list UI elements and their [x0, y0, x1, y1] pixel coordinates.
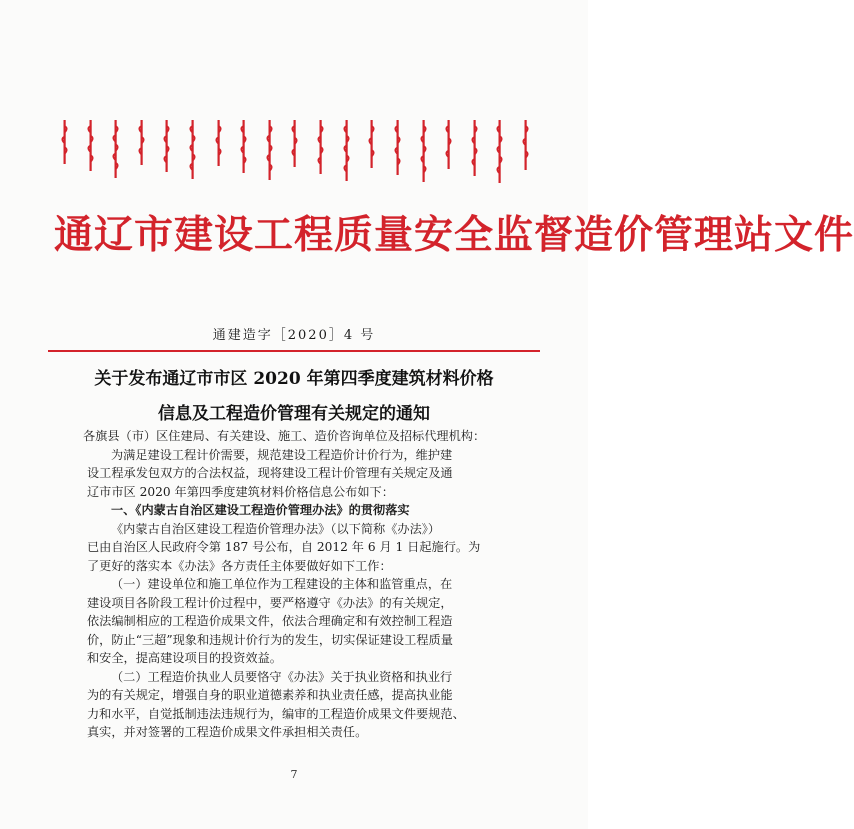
body-line: 了更好的落实本《办法》各方责任主体要做好如下工作： [87, 558, 392, 573]
agency-title: 通辽市建设工程质量安全监督造价管理站文件 [54, 212, 854, 258]
mongolian-glyph [60, 120, 69, 182]
mongolian-glyph [470, 120, 479, 182]
body-line: 依法编制相应的工程造价成果文件，依法合理确定和有效控制工程造 [87, 614, 453, 628]
mongolian-glyph [367, 120, 376, 182]
mongolian-glyph [265, 120, 274, 182]
body-line: 已由自治区人民政府令第 187 号公布，自 2012 年 6 月 1 日起施行。为 [87, 540, 481, 554]
mongolian-glyph [188, 120, 197, 182]
notice-title-line-2: 信息及工程造价管理有关规定的通知 [158, 404, 430, 424]
page-number: 7 [290, 768, 298, 781]
mongolian-glyph [137, 120, 146, 182]
body-line: 价，防止“三超”现象和违规计价行为的发生，切实保证建设工程质量 [87, 632, 453, 647]
body-line: 和安全，提高建设项目的投资效益。 [87, 651, 282, 665]
section-heading-1: 一、《内蒙古自治区建设工程造价管理办法》的贯彻落实 [111, 503, 410, 517]
mongolian-glyph [214, 120, 223, 182]
mongolian-glyph [316, 120, 325, 182]
red-separator-rule [48, 350, 540, 352]
notice-title-line-1: 关于发布通辽市市区 2020 年第四季度建筑材料价格 [94, 369, 494, 389]
body-line: 《内蒙古自治区建设工程造价管理办法》（以下简称《办法》） [111, 521, 441, 536]
mongolian-glyph [495, 120, 504, 182]
mongolian-glyph [521, 120, 530, 182]
mongolian-script-header [60, 120, 530, 188]
body-line: 为满足建设工程计价需要，规范建设工程造价计价行为，维护建 [111, 447, 453, 462]
body-line: 力和水平，自觉抵制违法违规行为，编审的工程造价成果文件要规范、 [87, 706, 465, 721]
mongolian-glyph [86, 120, 95, 182]
body-line: （二）工程造价执业人员要恪守《办法》关于执业资格和执业行 [111, 669, 453, 684]
mongolian-glyph [419, 120, 428, 182]
mongolian-glyph [111, 120, 120, 182]
body-line: 辽市市区 2020 年第四季度建筑材料价格信息公布如下： [87, 484, 394, 499]
body-line: 真实，并对签署的工程造价成果文件承担相关责任。 [87, 725, 368, 739]
document-number: 通建造字［2020］4 号 [212, 328, 376, 343]
body-line: 设工程承发包双方的合法权益，现将建设工程计价管理有关规定及通 [87, 466, 453, 480]
mongolian-glyph [342, 120, 351, 182]
addressee-line: 各旗县（市）区住建局、有关建设、施工、造价咨询单位及招标代理机构： [83, 429, 486, 443]
mongolian-glyph [290, 120, 299, 182]
body-line: 建设项目各阶段工程计价过程中，要严格遵守《办法》的有关规定， [87, 595, 453, 610]
mongolian-glyph [444, 120, 453, 182]
mongolian-glyph [239, 120, 248, 182]
body-line: （一）建设单位和施工单位作为工程建设的主体和监管重点，在 [111, 577, 453, 591]
notice-body [83, 427, 507, 742]
mongolian-glyph [162, 120, 171, 182]
mongolian-glyph [393, 120, 402, 182]
body-line: 为的有关规定，增强自身的职业道德素养和执业责任感，提高执业能 [87, 688, 453, 702]
